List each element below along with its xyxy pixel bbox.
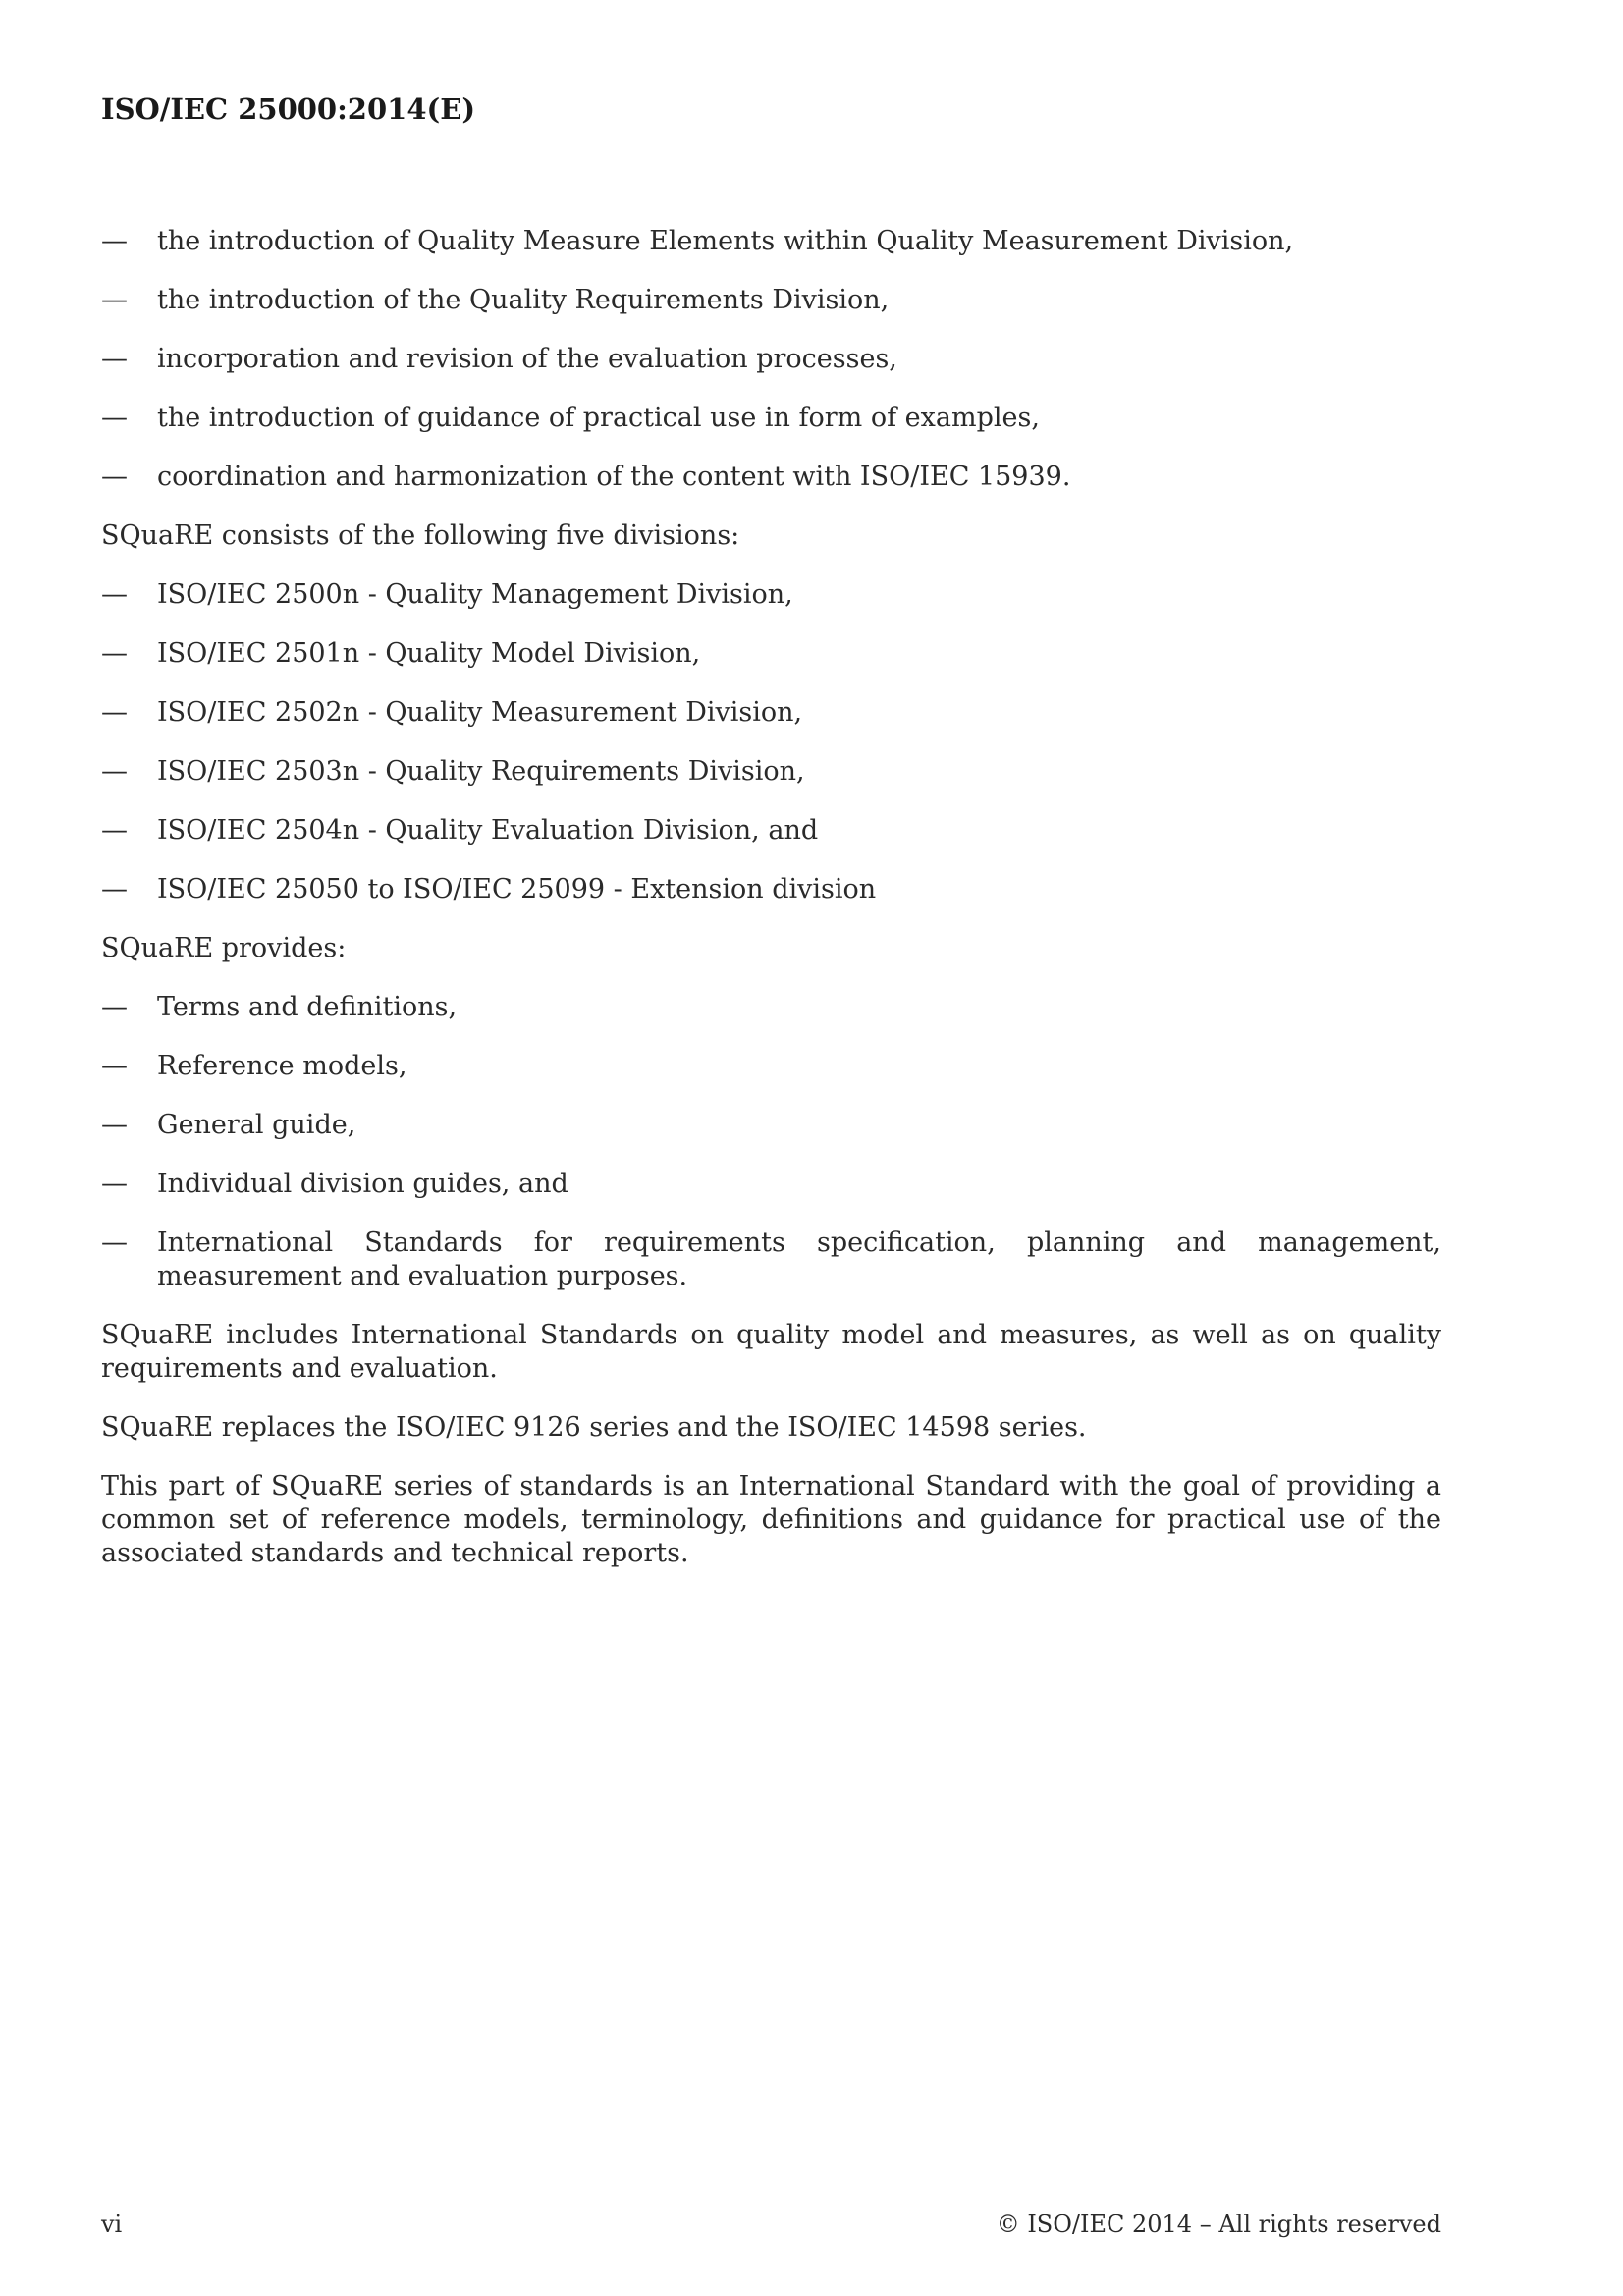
- dash-bullet: —: [101, 403, 128, 433]
- divisions-heading: SQuaRE consists of the following five divisions:: [101, 520, 740, 551]
- dash-bullet: —: [101, 1110, 128, 1140]
- paragraph-replaces: SQuaRE replaces the ISO/IEC 9126 series and the ISO/IEC 14598 series.: [101, 1412, 1087, 1443]
- list-item: [101, 343, 1441, 376]
- list-item-text: the introduction of guidance of practical use in form of examples,: [157, 403, 1040, 433]
- dash-bullet: —: [101, 285, 128, 315]
- list-item: [101, 578, 1441, 612]
- document-body: [101, 225, 1441, 1596]
- list-item: [101, 402, 1441, 435]
- list-item-text: ISO/IEC 2501n - Quality Model Division,: [157, 638, 701, 669]
- paragraph-includes: SQuaRE includes International Standards on quality model and measures, as well as on quality requirements and evaluation.: [101, 1320, 1441, 1384]
- list-item-text: the introduction of the Quality Requirements Division,: [157, 285, 890, 315]
- list-item: [101, 696, 1441, 730]
- list-item: [101, 1050, 1441, 1083]
- dash-bullet: —: [101, 344, 128, 374]
- page-number: vi: [101, 2211, 123, 2238]
- list-item: [101, 284, 1441, 317]
- document-header: ISO/IEC 25000:2014(E): [101, 92, 476, 126]
- list-item-text: Terms and definitions,: [157, 992, 458, 1022]
- dash-bullet: —: [101, 1051, 128, 1081]
- dash-bullet: —: [101, 815, 128, 846]
- dash-bullet: —: [101, 756, 128, 787]
- list-item: [101, 1109, 1441, 1142]
- list-item-text: ISO/IEC 2502n - Quality Measurement Division,: [157, 697, 803, 728]
- list-item-text: the introduction of Quality Measure Elements within Quality Measurement Division,: [157, 226, 1294, 256]
- list-item: [101, 225, 1441, 258]
- list-item-text: incorporation and revision of the evaluation processes,: [157, 344, 897, 374]
- dash-bullet: —: [101, 226, 128, 256]
- dash-bullet: —: [101, 462, 128, 492]
- copyright-notice: © ISO/IEC 2014 – All rights reserved: [996, 2211, 1441, 2238]
- list-item-text: General guide,: [157, 1110, 356, 1140]
- list-item: [101, 637, 1441, 671]
- dash-bullet: —: [101, 1228, 128, 1258]
- provides-heading: SQuaRE provides:: [101, 933, 347, 963]
- dash-bullet: —: [101, 992, 128, 1022]
- paragraph-goal: This part of SQuaRE series of standards is an International Standard with the goal of providing a common set of reference models, terminology, definitions and guidance for practical use of the associated standards and technical reports.: [101, 1471, 1441, 1568]
- list-item-text: ISO/IEC 2504n - Quality Evaluation Division, and: [157, 815, 819, 846]
- list-item: [101, 991, 1441, 1024]
- dash-bullet: —: [101, 697, 128, 728]
- dash-bullet: —: [101, 579, 128, 610]
- list-item-text: International Standards for requirements specification, planning and management, measurement and evaluation purposes.: [157, 1228, 1441, 1291]
- list-item: [101, 461, 1441, 494]
- list-item-text: ISO/IEC 2503n - Quality Requirements Division,: [157, 756, 805, 787]
- list-item: [101, 814, 1441, 847]
- dash-bullet: —: [101, 874, 128, 904]
- list-item-text: Reference models,: [157, 1051, 407, 1081]
- list-item: [101, 1227, 1441, 1293]
- list-item: [101, 755, 1441, 789]
- list-item-text: Individual division guides, and: [157, 1169, 568, 1199]
- list-item-text: ISO/IEC 25050 to ISO/IEC 25099 - Extension division: [157, 874, 877, 904]
- list-item-text: ISO/IEC 2500n - Quality Management Division,: [157, 579, 793, 610]
- list-item: [101, 1168, 1441, 1201]
- dash-bullet: —: [101, 638, 128, 669]
- dash-bullet: —: [101, 1169, 128, 1199]
- list-item: [101, 873, 1441, 906]
- list-item-text: coordination and harmonization of the content with ISO/IEC 15939.: [157, 462, 1071, 492]
